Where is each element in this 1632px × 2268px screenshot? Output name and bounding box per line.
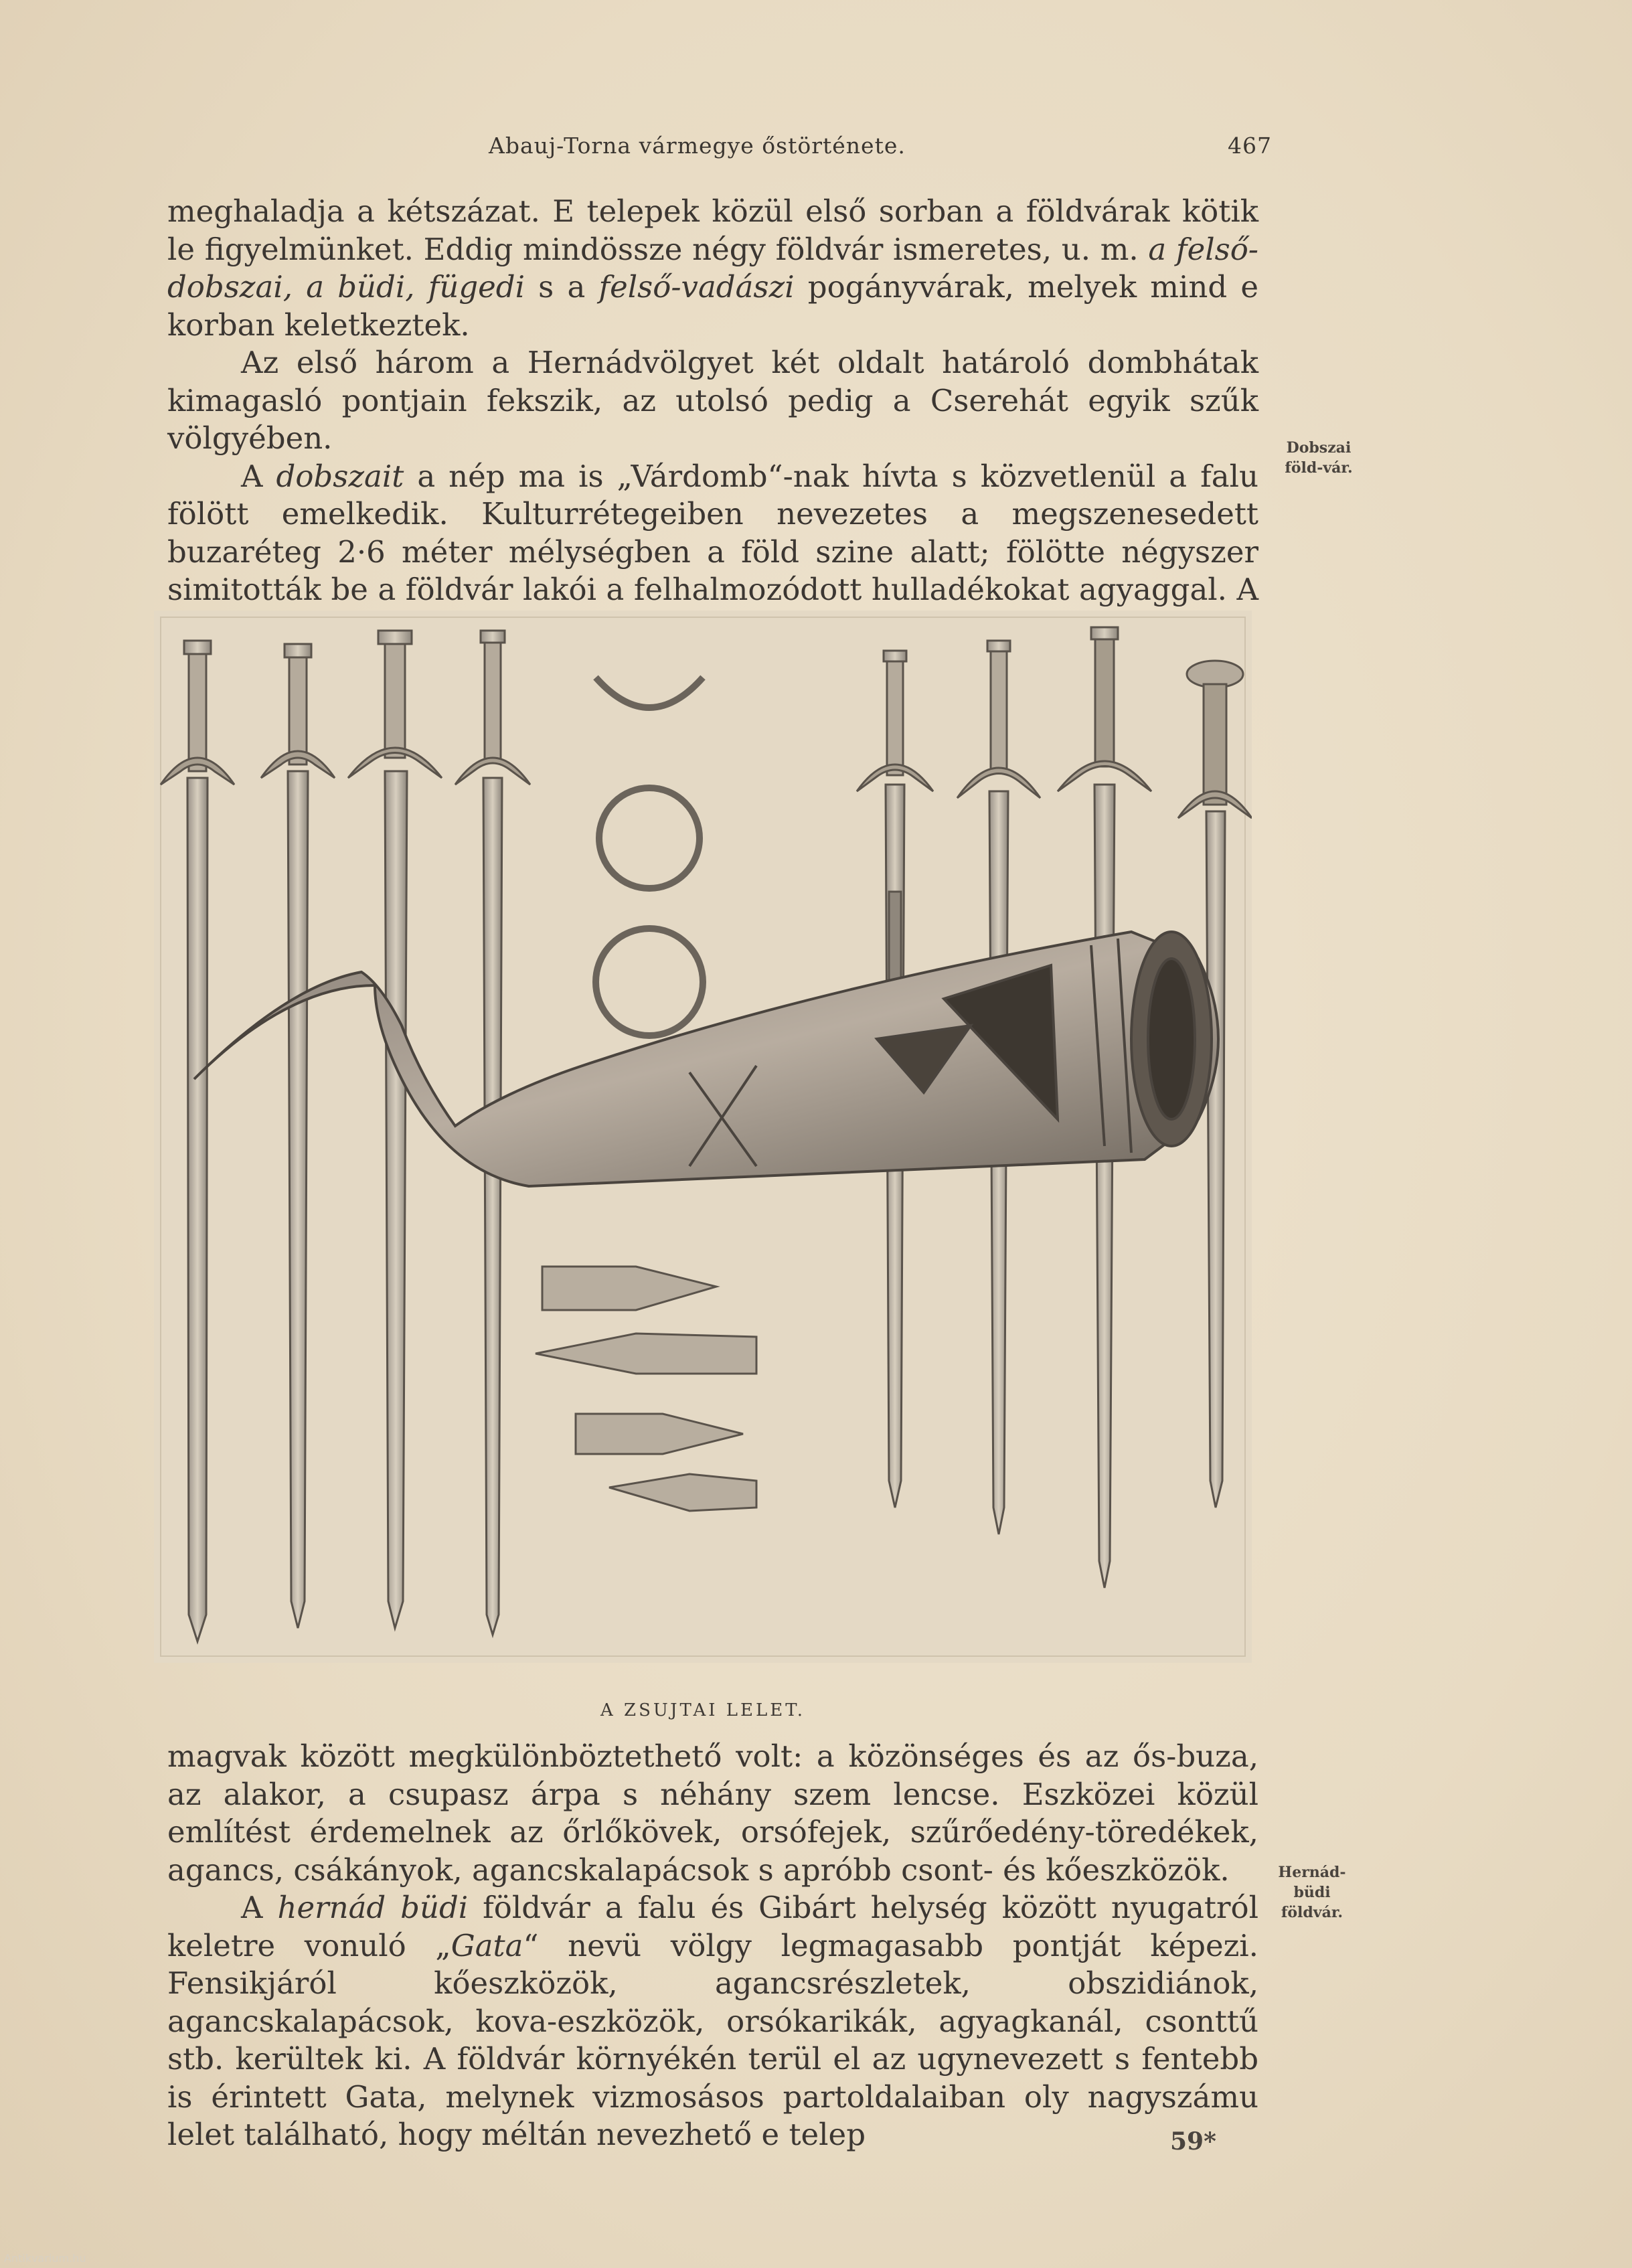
paragraph-3: A dobszait a nép ma is „Várdomb“-nak hívta s közvetlenül a falu fölött emelkedik. Kulturrétegeiben nevezetes a megszenesedett buzaréteg 2·6 méter mélységben a föld szine alatt; fölötte négyszer simitották be a földvár lakói a felhalmozódott hulladékokat agyaggal. A — [167, 458, 1258, 607]
running-title: Abauj-Torna vármegye őstörténete. — [489, 133, 906, 159]
text-block-top — [167, 193, 1258, 647]
artifact-illustration — [154, 611, 1252, 1663]
paragraph-5: A hernád büdi földvár a falu és Gibárt helység között nyugatról keletre vonuló „Gata“ nevü völgy legmagasabb pontját képezi. Fensikjáról kőeszközök, agancsrészletek, obszidiánok, agancskalapácsok, kova-eszközök, orsókarikák, agyagkanál, csonttű stb. kerültek ki. A földvár környékén terül el az ugynevezett s fentebb is érintett Gata, melynek vizmosásos partoldalaiban oly nagyszámu lelet található, hogy méltán nevezhető e telep — [167, 1890, 1258, 2152]
paragraph-2: Az első három a Hernádvölgyet két oldalt határoló dombhátak kimagasló pontjain fekszik, az utolsó pedig a Cserehát egyik szűk völgyében. — [167, 345, 1258, 456]
paragraph-1: meghaladja a kétszázat. E telepek közül első sorban a földvárak kötik le figyelmünket. Eddig mindössze négy földvár ismeretes, u. m. a felső-dobszai, a büdi, fügedi s a felső-vadászi pogányvárak, melyek mind e korban keletkeztek. — [167, 193, 1258, 343]
page-number: 467 — [1228, 133, 1272, 159]
figure-zsujtai-lelet — [154, 611, 1252, 1663]
running-header — [167, 133, 1272, 173]
text-block-bottom — [167, 1738, 1258, 2154]
signature-mark: 59* — [1170, 2127, 1216, 2156]
figure-caption: A ZSUJTAI LELET. — [600, 1700, 806, 1720]
margin-note-hernad: Hernád-büdi földvár. — [1278, 1864, 1346, 1921]
watermark: Antikvarium.hu — [4, 2252, 86, 2265]
paragraph-4: magvak között megkülönböztethető volt: a közönséges és az ős-buza, az alakor, a csupasz árpa s néhány szem lencse. Eszközei közül említést érdemelnek az őrlőkövek, orsófejek, szűrőedény-töredékek, agancs, csákányok, agancskalapácsok s apróbb csont- és kőeszközök. — [167, 1738, 1258, 1888]
margin-note-dobszai: Dobszai föld-vár. — [1285, 439, 1353, 477]
